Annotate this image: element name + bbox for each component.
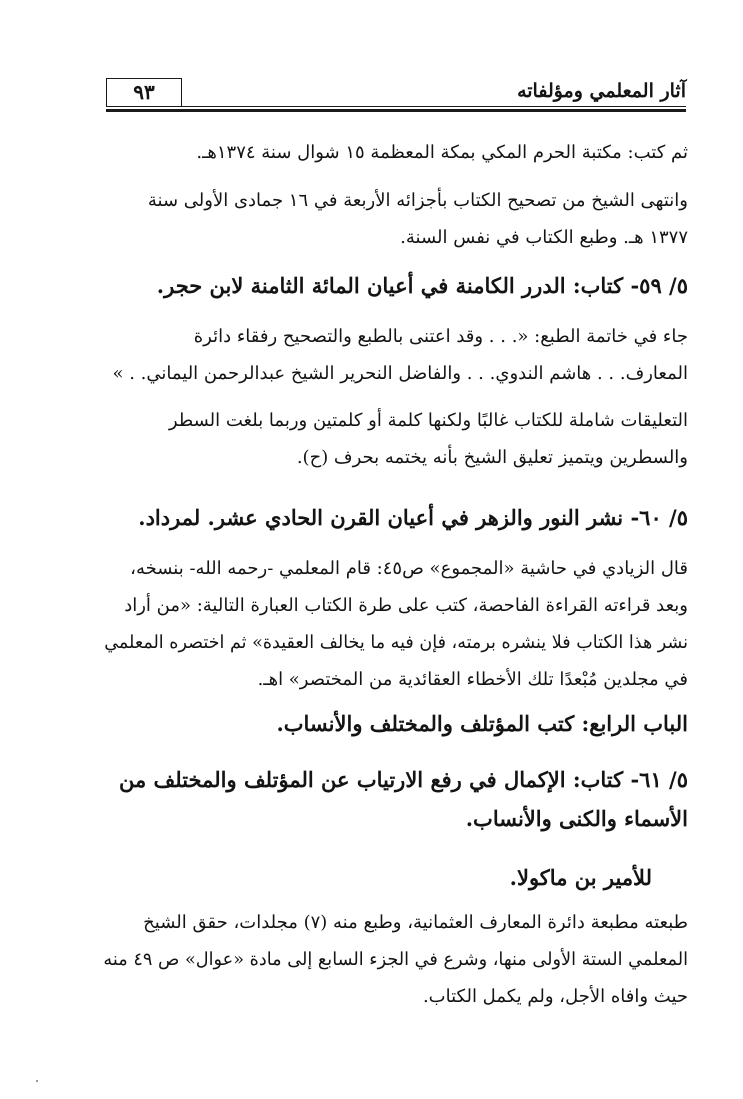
paragraph-annotations <box>104 402 688 476</box>
heading-line: الأسماء والكنى والأنساب. <box>465 806 688 831</box>
paragraph-line: وبعد قراءته القراءة الفاحصة، كتب على طرة الكتاب العبارة التالية: «من أراد <box>124 595 688 616</box>
chapter-heading-4 <box>104 704 688 743</box>
paragraph-zayadi-quote <box>104 550 688 698</box>
paragraph-line: في مجلدين مُبْعدًا تلك الأخطاء العقائدية من المختصر» اهـ. <box>257 669 688 690</box>
scan-speck <box>36 1080 38 1082</box>
heading-line: ٥/ ٦١- كتاب: الإكمال في رفع الارتياب عن المؤتلف والمختلف من <box>118 767 688 792</box>
heading-line: ٥/ ٥٩- كتاب: الدرر الكامنة في أعيان المائة الثامنة لابن حجر. <box>156 273 688 298</box>
paragraph-line: حيث وافاه الأجل، ولم يكمل الكتاب. <box>422 986 688 1007</box>
paragraph-line: والسطرين ويتميز تعليق الشيخ بأنه يختمه بحرف (ح). <box>296 447 688 468</box>
entry-heading-60 <box>104 498 688 537</box>
paragraph-line: نشر هذا الكتاب فلا ينشره برمته، فإن فيه ما يخالف العقيدة» ثم اختصره المعلمي <box>104 632 689 653</box>
paragraph-line: قال الزيادي في حاشية «المجموع» ص٤٥: قام المعلمي -رحمه الله- بنسخه، <box>130 558 688 579</box>
heading-line: الباب الرابع: كتب المؤتلف والمختلف والأنساب. <box>276 711 688 736</box>
paragraph-line: المعلمي الستة الأولى منها، وشرع في الجزء السابع إلى مادة «عوال» ص ٤٩ منه <box>103 949 689 970</box>
entry-heading-59 <box>104 266 688 305</box>
paragraph-colophon <box>104 318 688 392</box>
paragraph-line: ثم كتب: مكتبة الحرم المكي بمكة المعظمة ١٥ شوال سنة ١٣٧٤هـ. <box>196 142 688 163</box>
entry-author-61 <box>104 858 652 897</box>
paragraph-line: ١٣٧٧ هـ. وطبع الكتاب في نفس السنة. <box>400 227 688 248</box>
page-body <box>104 0 688 1099</box>
paragraph-line: وانتهى الشيخ من تصحيح الكتاب بأجزائه الأربعة في ١٦ جمادى الأولى سنة <box>147 190 688 211</box>
paragraph-line: المعارف. . . هاشم الندوي. . . والفاضل النحرير الشيخ عبدالرحمن اليماني. . » <box>112 363 688 384</box>
paragraph-printing-note <box>104 904 688 1015</box>
paragraph-correction-date <box>104 182 688 256</box>
entry-heading-61 <box>104 760 688 838</box>
paragraph-line: التعليقات شاملة للكتاب غالبًا ولكنها كلمة أو كلمتين وربما بلغت السطر <box>168 410 688 431</box>
page-number: ٩٣ <box>106 78 182 107</box>
paragraph-library-note <box>104 134 688 171</box>
paragraph-line: جاء في خاتمة الطبع: «. . . وقد اعتنى بالطبع والتصحيح رفقاء دائرة <box>193 326 688 347</box>
paragraph-line: طبعته مطبعة دائرة المعارف العثمانية، وطبع منه (٧) مجلدات، حقق الشيخ <box>143 912 688 933</box>
running-title: آثار المعلمي ومؤلفاته <box>517 80 686 102</box>
heading-line: ٥/ ٦٠- نشر النور والزهر في أعيان القرن الحادي عشر. لمرداد. <box>138 505 688 530</box>
heading-line: للأمير بن ماكولا. <box>509 865 652 890</box>
